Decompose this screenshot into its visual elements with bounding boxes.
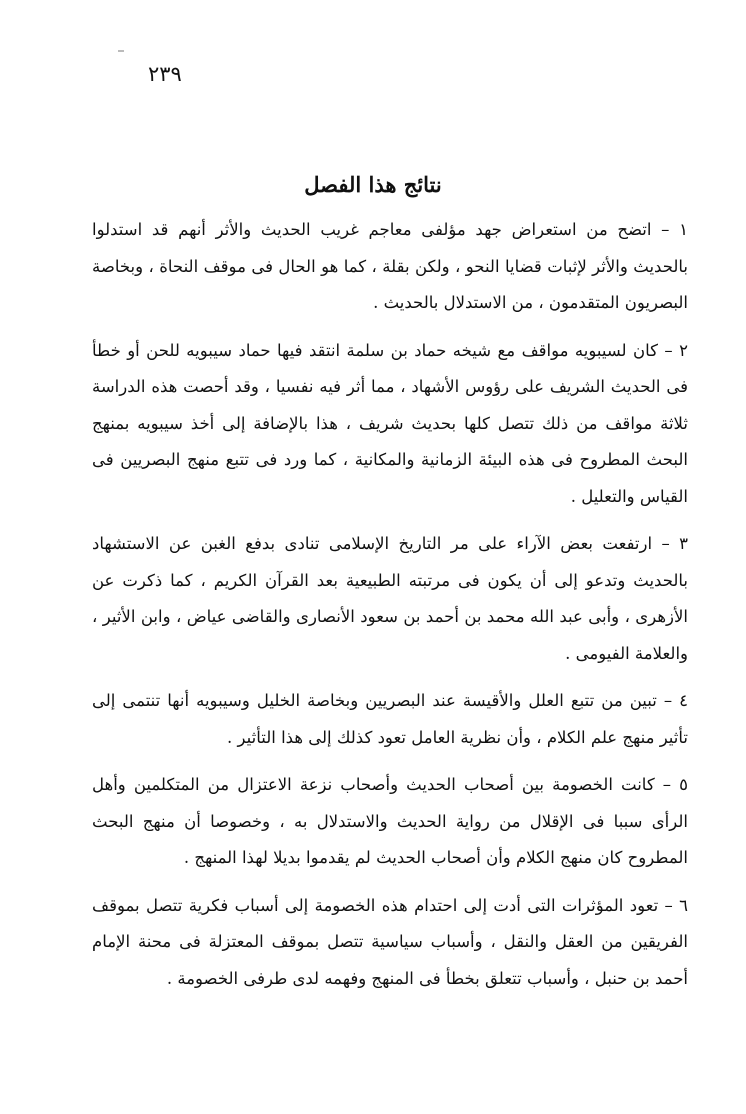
section-heading: نتائج هذا الفصل (304, 172, 442, 197)
result-paragraph-2: ٢ – كان لسيبويه مواقف مع شيخه حماد بن سلمة انتقد فيها حماد سيبويه للحن أو خطأ فى الحديث الشريف على رؤوس الأشهاد ، مما أثر فيه نفسيا ، وقد أحصت هذه الدراسة ثلاثة مواقف من ذلك تتصل كلها بحديث شريف ، هذا بالإضافة إلى أخذ سيبويه بمنهج البحث المطروح فى هذه البيئة الزمانية والمكانية ، كما ورد فى تتبع منهج البصريين فى القياس والتعليل . (92, 340, 688, 506)
result-paragraph-6: ٦ – تعود المؤثرات التى أدت إلى احتدام هذه الخصومة إلى أسباب فكرية تتصل بموقف الفريقين من العقل والنقل ، وأسباب سياسية تتصل بموقف المعتزلة فى محنة الإمام أحمد بن حنبل ، وأسباب تتعلق بخطأ فى المنهج وفهمه لدى طرفى الخصومة . (92, 895, 688, 988)
page-number: ٢٣٩ (148, 62, 182, 86)
result-paragraph-3: ٣ – ارتفعت بعض الآراء على مر التاريخ الإسلامى تنادى بدفع الغبن عن الاستشهاد بالحديث وتدعو إلى أن يكون فى مرتبته الطبيعية بعد القرآن الكريم ، كما ذكرت عن الأزهرى ، وأبى عبد الله محمد بن أحمد بن سعود الأنصارى والقاضى عياض ، وابن الأثير ، والعلامة الفيومى . (92, 534, 688, 663)
results-list (92, 212, 688, 1008)
result-paragraph-5: ٥ – كانت الخصومة بين أصحاب الحديث وأصحاب نزعة الاعتزال من المتكلمين وأهل الرأى سببا فى الإقلال من رواية الحديث والاستدلال به ، وخصوصا أن منهج البحث المطروح كان منهج الكلام وأن أصحاب الحديث لم يقدموا بديلا لهذا المنهج . (92, 775, 688, 867)
result-paragraph-1: ١ – اتضح من استعراض جهد مؤلفى معاجم غريب الحديث والأثر أنهم قد استدلوا بالحديث والأثر لإثبات قضايا النحو ، ولكن بقلة ، كما هو الحال فى موقف النحاة ، وبخاصة البصريون المتقدمون ، من الاستدلال بالحديث . (92, 220, 688, 312)
result-paragraph-4: ٤ – تبين من تتبع العلل والأقيسة عند البصريين وبخاصة الخليل وسيبويه أنها تنتمى إلى تأثير منهج علم الكلام ، وأن نظرية العامل تعود كذلك إلى هذا التأثير . (92, 691, 688, 747)
scan-mark (118, 50, 124, 52)
